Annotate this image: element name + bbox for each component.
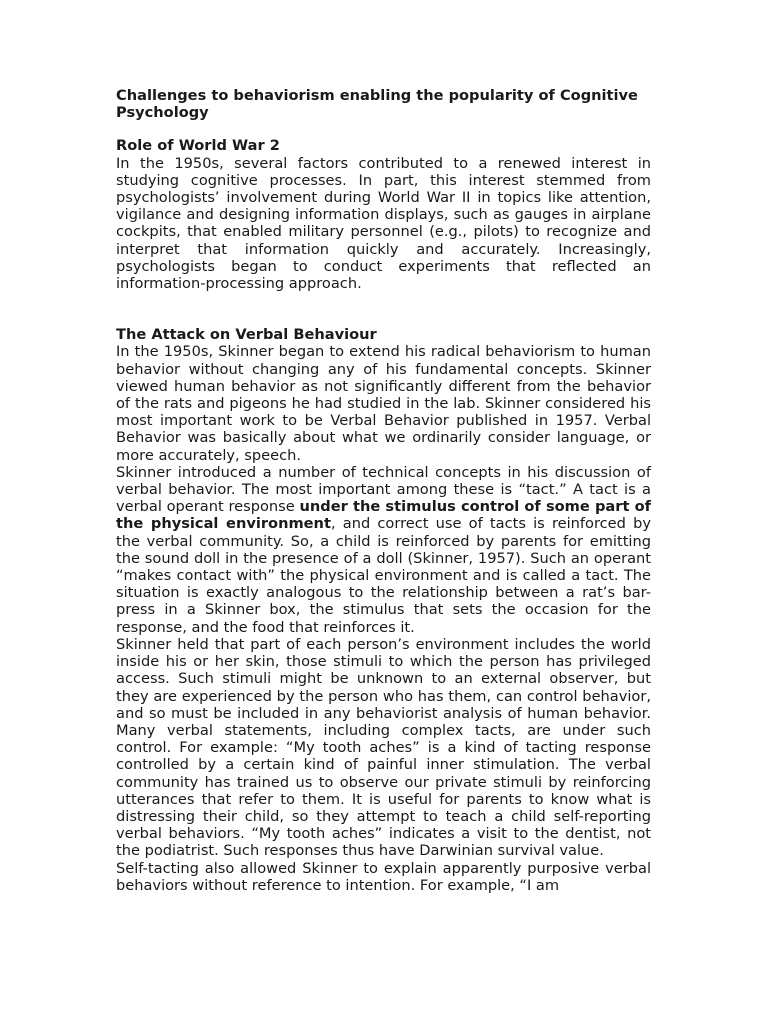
- paragraph-world-war: In the 1950s, several factors contributed to a renewed interest in studying cognitive processes. In part, this interest stemmed from psychologists’ involvement during World War II in topics like attention, vigilance and designing information displays, such as gauges in airplane cockpits, that enabled military personnel (e.g., pilots) to recognize and interpret that information quickly and accurately. Increasingly, psychologists began to conduct experiments that reflected an information-processing approach.: [116, 154, 651, 293]
- paragraph-verbal-1: In the 1950s, Skinner began to extend his radical behaviorism to human behavior without changing any of his fundamental concepts. Skinner viewed human behavior as not significantly different from the behavior of the rats and pigeons he had studied in the lab. Skinner considered his most important work to be Verbal Behavior published in 1957. Verbal Behavior was basically about what we ordinarily consider language, or more accurately, speech.: [116, 343, 651, 464]
- paragraph-verbal-2-end: , and correct use of tacts is reinforced by the verbal community. So, a child is reinforced by parents for emitting the sound doll in the presence of a doll (Skinner, 1957). Such an operant “makes contact with” the physical environment and is called a tact. The situation is exactly analogous to the relationship between a rat’s bar-press in a Skinner box, the stimulus that sets the occasion for the response, and the food that reinforces it.: [116, 515, 651, 636]
- document-title: Challenges to behaviorism enabling the popularity of Cognitive Psychology: [116, 87, 638, 122]
- paragraph-verbal-2-bold: under the stimulus control of some part of the physical environment: [116, 498, 651, 533]
- paragraph-verbal-2-start: Skinner introduced a number of technical concepts in his discussion of verbal behavior. The most important among these is “tact.” A tact is a verbal operant response: [116, 463, 651, 516]
- paragraph-verbal-3: Skinner held that part of each person’s environment includes the world inside his or her skin, those stimuli to which the person has privileged access. Such stimuli might be unknown to an external observer, but they are experienced by the person who has them, can control behavior, and so must be included in any behaviorist analysis of human behavior. Many verbal statements, including complex tacts, are under such control. For example: “My tooth aches” is a kind of tacting response controlled by a certain kind of painful inner stimulation. The verbal community has trained us to observe our private stimuli by reinforcing utterances that refer to them. It is useful for parents to know what is distressing their child, so they attempt to teach a child self-reporting verbal behaviors. “My tooth aches” indicates a visit to the dentist, not the podiatrist. Such responses thus have Darwinian survival value.: [116, 635, 651, 860]
- paragraph-verbal-2: [116, 464, 651, 636]
- spacer: [116, 292, 651, 326]
- section-heading-world-war: Role of World War 2: [116, 137, 280, 155]
- paragraph-verbal-4: Self-tacting also allowed Skinner to explain apparently purposive verbal behaviors without reference to intention. For example, “I am: [116, 859, 651, 894]
- section-heading-verbal-behaviour: The Attack on Verbal Behaviour: [116, 326, 377, 344]
- spacer: [116, 121, 651, 137]
- document-page: [116, 87, 651, 894]
